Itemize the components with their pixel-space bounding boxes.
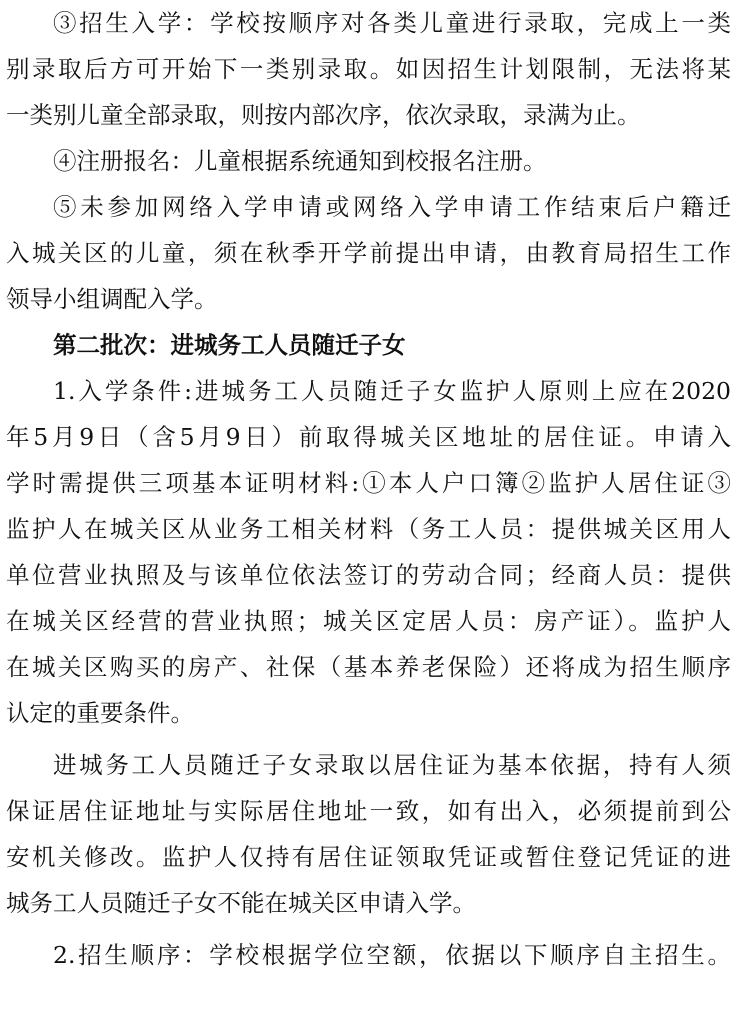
paragraph-line: 在城关区购买的房产、社保（基本养老保险）还将成为招生顺序 [6,653,731,681]
paragraph-line: 领导小组调配入学。 [6,285,218,313]
paragraph-line: 入城关区的儿童，须在秋季开学前提出申请，由教育局招生工作 [6,239,731,267]
paragraph-line: 保证居住证地址与实际居住地址一致，如有出入，必须提前到公 [6,797,731,825]
paragraph-line: 1.入学条件:进城务工人员随迁子女监护人原则上应在2020 [53,377,731,405]
paragraph-line: 单位营业执照及与该单位依法签订的劳动合同；经商人员：提供 [6,561,731,589]
paragraph-line: 安机关修改。监护人仅持有居住证领取凭证或暂住登记凭证的进 [6,843,731,871]
paragraph-line: ③招生入学：学校按顺序对各类儿童进行录取，完成上一类 [53,9,731,37]
paragraph-line: ④注册报名：儿童根据系统通知到校报名注册。 [53,147,547,175]
paragraph-line: 一类别儿童全部录取，则按内部次序，依次录取，录满为止。 [6,101,641,129]
paragraph-line: 进城务工人员随迁子女录取以居住证为基本依据，持有人须 [53,751,731,779]
paragraph-line: 别录取后方可开始下一类别录取。如因招生计划限制，无法将某 [6,55,731,83]
paragraph-line: 学时需提供三项基本证明材料:①本人户口簿②监护人居住证③ [6,469,731,497]
paragraph-line: 监护人在城关区从业务工相关材料（务工人员：提供城关区用人 [6,515,731,543]
paragraph-line: 2.招生顺序：学校根据学位空额，依据以下顺序自主招生。 [53,941,731,969]
paragraph-line: 城务工人员随迁子女不能在城关区申请入学。 [6,889,476,917]
paragraph-line: 认定的重要条件。 [6,699,194,727]
section-heading: 第二批次：进城务工人员随迁子女 [53,331,406,359]
paragraph-line: 年5月9日（含5月9日）前取得城关区地址的居住证。申请入 [6,423,731,451]
paragraph-line: ⑤未参加网络入学申请或网络入学申请工作结束后户籍迁 [53,193,731,221]
paragraph-line: 在城关区经营的营业执照；城关区定居人员：房产证）。监护人 [6,607,731,635]
